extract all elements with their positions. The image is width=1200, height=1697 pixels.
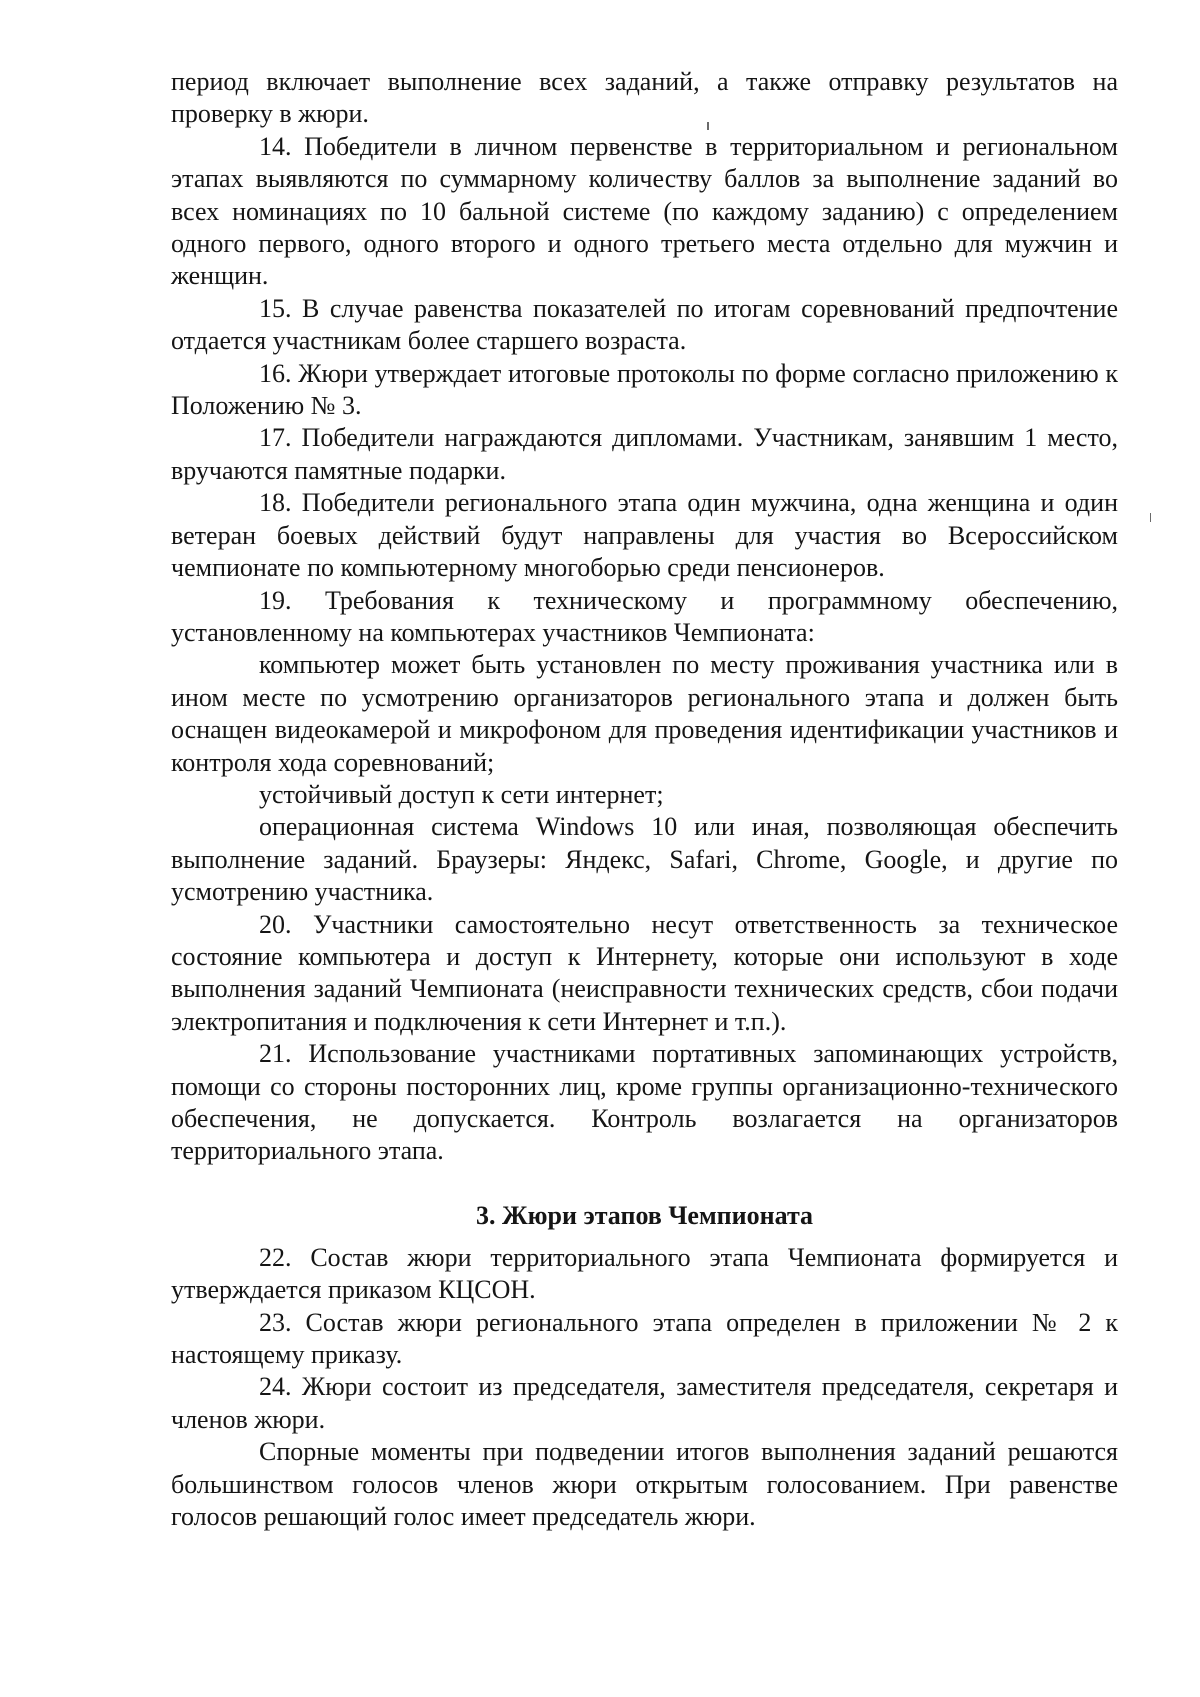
- paragraph-item-19: 19. Требования к техническому и программному обеспечению, установленному на компьютерах участников Чемпионата:: [171, 585, 1118, 647]
- document-body: [171, 66, 1118, 1533]
- paragraph-disputes: Спорные моменты при подведении итогов выполнения заданий решаются большинством голосов членов жюри открытым голосованием. При равенстве голосов решающий голос имеет председатель жюри.: [171, 1437, 1118, 1532]
- paragraph-item-17: 17. Победители награждаются дипломами. Участникам, занявшим 1 место, вручаются памятные подарки.: [171, 423, 1118, 485]
- scan-speck: [1150, 513, 1151, 522]
- paragraph-item-20: 20. Участники самостоятельно несут ответственность за техническое состояние компьютера и доступ к Интернету, которые они используют в ходе выполнения заданий Чемпионата (неисправности технических средств, сбои подачи электропитания и подключения к сети Интернет и т.п.).: [171, 909, 1118, 1036]
- requirement-internet: устойчивый доступ к сети интернет;: [259, 779, 664, 809]
- paragraph-item-21: 21. Использование участниками портативных запоминающих устройств, помощи со стороны посторонних лиц, кроме группы организационно-технического обеспечения, не допускается. Контроль возлагается на организаторов территориального этапа.: [171, 1039, 1118, 1166]
- paragraph-item-16: 16. Жюри утверждает итоговые протоколы по форме согласно приложению к Положению № 3.: [171, 358, 1118, 421]
- requirement-os-browsers: операционная система Windows 10 или иная, позволяющая обеспечить выполнение заданий. Браузеры: Яндекс, Safari, Chrome, Google, и другие по усмотрению участника.: [171, 812, 1118, 907]
- paragraph-item-14: 14. Победители в личном первенстве в территориальном и региональном этапах выявляются по суммарному количеству баллов за выполнение заданий во всех номинациях по 10 бальной системе (по каждому заданию) с определением одного первого, одного второго и одного третьего места отдельно для мужчин и женщин.: [171, 131, 1118, 291]
- requirement-computer: компьютер может быть установлен по месту проживания участника или в ином месте по усмотрению организаторов регионального этапа и должен быть оснащен видеокамерой и микрофоном для проведения идентификации участников и контроля хода соревнований;: [171, 650, 1118, 777]
- paragraph-item-23: 23. Состав жюри регионального этапа определен в приложении № 2 к настоящему приказу.: [171, 1307, 1118, 1370]
- paragraph-continuation: период включает выполнение всех заданий, а также отправку результатов на проверку в жюри.: [171, 67, 1118, 129]
- paragraph-item-22: 22. Состав жюри территориального этапа Чемпионата формируется и утверждается приказом КЦСОН.: [171, 1242, 1118, 1305]
- paragraph-item-24: 24. Жюри состоит из председателя, заместителя председателя, секретаря и членов жюри.: [171, 1372, 1118, 1434]
- paragraph-item-18: 18. Победители регионального этапа один мужчина, одна женщина и один ветеран боевых действий будут направлены для участия во Всероссийском чемпионате по компьютерному многоборью среди пенсионеров.: [171, 488, 1118, 583]
- paragraph-item-15: 15. В случае равенства показателей по итогам соревнований предпочтение отдается участникам более старшего возраста.: [171, 293, 1118, 356]
- section-heading: 3. Жюри этапов Чемпионата: [475, 1200, 814, 1230]
